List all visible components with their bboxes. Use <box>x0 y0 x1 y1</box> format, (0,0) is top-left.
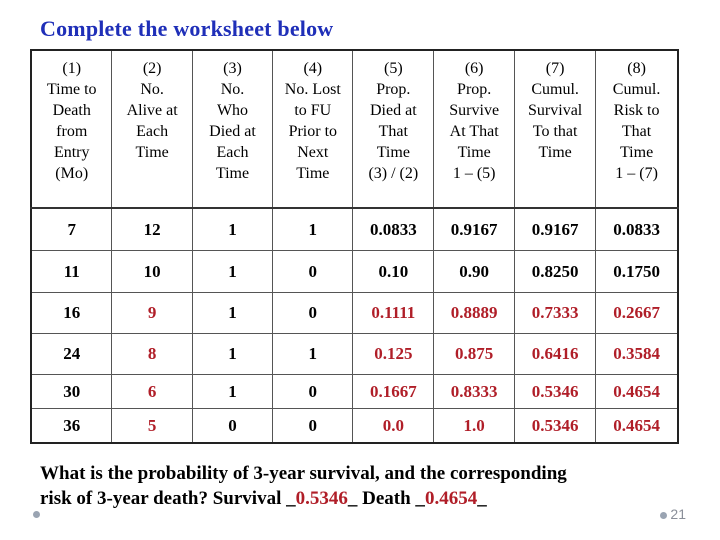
header-text: That <box>621 123 652 140</box>
header-text: to FU <box>294 102 332 119</box>
table-cell: 5 <box>112 409 192 444</box>
table-cell: 0 <box>273 251 353 293</box>
question-line-1: What is the probability of 3-year survival, and the corresponding <box>40 463 567 484</box>
table-cell: 0.5346 <box>515 375 596 409</box>
table-cell: 0.1750 <box>596 251 678 293</box>
table-row <box>31 251 678 293</box>
header-text: At That <box>449 123 499 140</box>
page-number <box>660 506 686 522</box>
header-text: Survival <box>528 102 583 119</box>
header-text: (3) / (2) <box>368 165 419 182</box>
table-cell: 8 <box>112 334 192 375</box>
table-cell: 1 <box>192 293 272 334</box>
header-text: Entry <box>53 144 90 161</box>
table-cell: 1 <box>192 208 272 251</box>
table-cell: 0.0 <box>353 409 434 444</box>
header-text: Time <box>376 144 410 161</box>
table-cell: 11 <box>31 251 112 293</box>
survival-answer: 0.5346 <box>295 488 348 509</box>
header-text: No. <box>220 81 245 98</box>
header-col-5 <box>353 50 434 208</box>
table-cell: 0.1667 <box>353 375 434 409</box>
header-text: (6) <box>464 60 484 77</box>
header-col-4 <box>273 50 353 208</box>
table-cell: 1 <box>273 334 353 375</box>
table-row <box>31 293 678 334</box>
question-line-2 <box>40 486 567 511</box>
table-cell: 0.10 <box>353 251 434 293</box>
worksheet-table <box>30 49 679 444</box>
header-text: Cumul. <box>531 81 579 98</box>
header-text: Time to <box>46 81 97 98</box>
table-cell: 0 <box>273 293 353 334</box>
table-cell: 0.0833 <box>596 208 678 251</box>
header-text: Time <box>135 144 169 161</box>
header-text: Risk to <box>613 102 660 119</box>
header-col-8 <box>596 50 678 208</box>
table-cell: 0.1111 <box>353 293 434 334</box>
table-cell: 0.4654 <box>596 409 678 444</box>
table-row <box>31 409 678 444</box>
question-mid: _ Death _ <box>347 488 425 509</box>
worksheet-title: Complete the worksheet below <box>40 16 334 41</box>
header-text: Prior to <box>288 123 338 140</box>
header-text: Time <box>538 144 572 161</box>
table-cell: 6 <box>112 375 192 409</box>
header-text: Alive at <box>126 102 178 119</box>
question-suffix: _ <box>477 488 487 509</box>
header-col-6 <box>434 50 515 208</box>
question-text <box>40 461 567 511</box>
table-cell: 9 <box>112 293 192 334</box>
header-text: 1 – (5) <box>452 165 496 182</box>
table-row <box>31 334 678 375</box>
table-cell: 0.8889 <box>434 293 515 334</box>
page-number-text: 21 <box>670 506 686 522</box>
header-col-2 <box>112 50 192 208</box>
table-cell: 30 <box>31 375 112 409</box>
table-cell: 36 <box>31 409 112 444</box>
header-text: Time <box>457 144 491 161</box>
header-text: To that <box>532 123 578 140</box>
table-row <box>31 208 678 251</box>
death-answer: 0.4654 <box>424 488 478 509</box>
table-cell: 0.125 <box>353 334 434 375</box>
header-text: Died at <box>370 102 417 119</box>
table-cell: 0.9167 <box>434 208 515 251</box>
table-cell: 16 <box>31 293 112 334</box>
table-cell: 0 <box>273 409 353 444</box>
bullet-dot-icon <box>33 511 40 518</box>
table-cell: 0.5346 <box>515 409 596 444</box>
table-row <box>31 375 678 409</box>
table-cell: 10 <box>112 251 192 293</box>
table-cell: 0.8250 <box>515 251 596 293</box>
header-text: Cumul. <box>612 81 661 98</box>
header-text: No. <box>140 81 164 98</box>
question-prefix: risk of 3-year death? Survival _ <box>40 488 296 509</box>
header-text: (7) <box>545 60 565 77</box>
table-cell: 1.0 <box>434 409 515 444</box>
table-cell: 1 <box>192 251 272 293</box>
header-text: from <box>56 123 88 140</box>
header-text: Prop. <box>457 81 492 98</box>
table-cell: 12 <box>112 208 192 251</box>
header-text: (Mo) <box>55 165 89 182</box>
header-text: (3) <box>223 60 242 77</box>
header-text: (2) <box>142 60 162 77</box>
header-text: Each <box>136 123 169 140</box>
table-cell: 0.0833 <box>353 208 434 251</box>
header-text: (4) <box>303 60 323 77</box>
table-cell: 0 <box>273 375 353 409</box>
header-text: Time <box>215 165 250 182</box>
header-text: Time <box>619 144 654 161</box>
header-text: 1 – (7) <box>615 165 658 182</box>
header-col-1 <box>31 50 112 208</box>
header-text: No. Lost <box>284 81 341 98</box>
table-cell: 0.4654 <box>596 375 678 409</box>
table-cell: 0.8333 <box>434 375 515 409</box>
header-text: Each <box>216 144 249 161</box>
header-text: (1) <box>62 60 82 77</box>
header-text: Who <box>216 102 249 119</box>
header-text: (8) <box>627 60 646 77</box>
header-row <box>31 50 678 208</box>
header-text: That <box>378 123 408 140</box>
header-text: (5) <box>384 60 403 77</box>
header-col-3 <box>192 50 272 208</box>
table-cell: 7 <box>31 208 112 251</box>
header-col-7 <box>515 50 596 208</box>
header-text: Next <box>297 144 329 161</box>
header-text: Prop. <box>376 81 411 98</box>
table-cell: 0.2667 <box>596 293 678 334</box>
table-cell: 0.90 <box>434 251 515 293</box>
bullet-dot-icon <box>660 512 667 519</box>
header-text: Death <box>52 102 91 119</box>
table-cell: 0.6416 <box>515 334 596 375</box>
table-cell: 0.7333 <box>515 293 596 334</box>
header-text: Time <box>296 165 330 182</box>
table-cell: 0.3584 <box>596 334 678 375</box>
table-cell: 0.9167 <box>515 208 596 251</box>
table-cell: 24 <box>31 334 112 375</box>
header-text: Died at <box>209 123 256 140</box>
table-cell: 1 <box>192 375 272 409</box>
table-cell: 0 <box>192 409 272 444</box>
header-text: Survive <box>449 102 500 119</box>
table-cell: 1 <box>273 208 353 251</box>
table-cell: 0.875 <box>434 334 515 375</box>
table-cell: 1 <box>192 334 272 375</box>
